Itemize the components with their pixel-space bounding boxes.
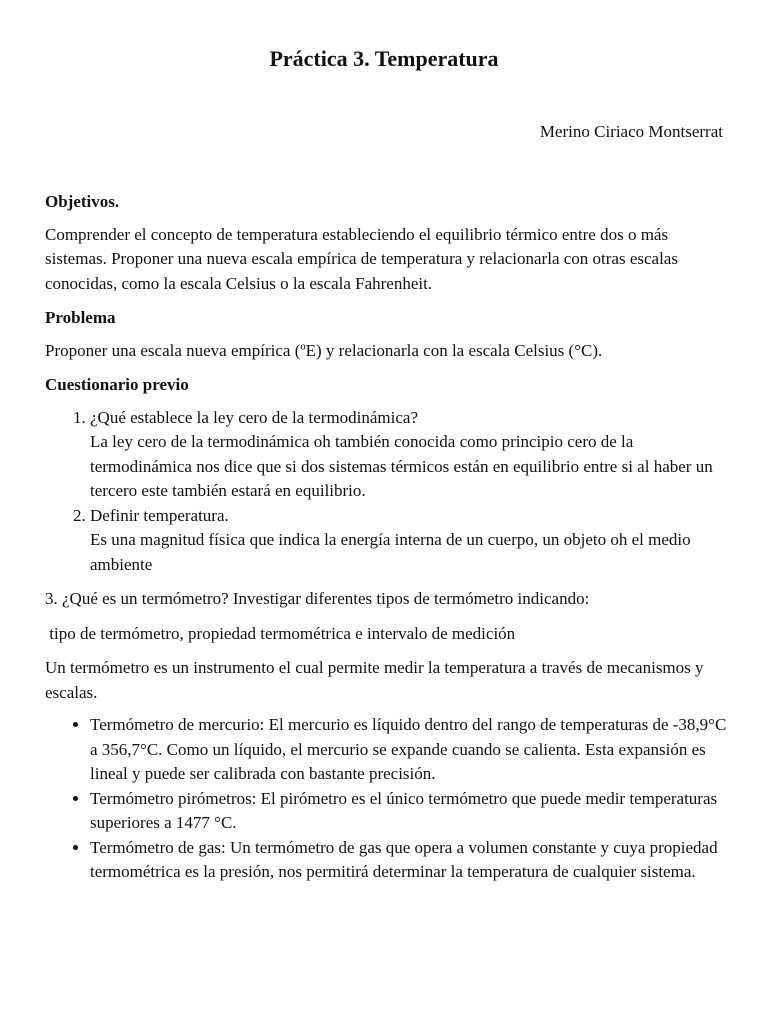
answer-2: Es una magnitud física que indica la energía interna de un cuerpo, un objeto oh el medio ambiente	[90, 530, 691, 574]
problem-text: Proponer una escala nueva empírica (ºE) y relacionarla con la escala Celsius (°C).	[45, 340, 603, 360]
objectives-heading: Objetivos.	[45, 192, 120, 211]
thermometer-types-list	[45, 713, 730, 885]
list-item	[90, 406, 730, 504]
answer-1: La ley cero de la termodinámica oh también conocida como principio cero de la termodinámica nos dice que si dos sistemas térmicos están en equilibrio entre si al haber un tercero este también estará en equilibrio.	[90, 432, 713, 500]
list-item	[90, 504, 730, 578]
page-title: Práctica 3. Temperatura	[269, 46, 499, 71]
question-3-subtitle: tipo de termómetro, propiedad termométrica e intervalo de medición	[45, 623, 516, 643]
author-name: Merino Ciriaco Montserrat	[539, 122, 723, 141]
question-2: 2. Definir temperatura.	[90, 505, 229, 525]
question-3-answer: Un termómetro es un instrumento el cual permite medir la temperatura a través de mecanismos y escalas.	[45, 658, 704, 702]
list-item: • Termómetro de gas: Un termómetro de gas que opera a volumen constante y cuya propiedad termométrica es la presión, nos permitirá determinar la temperatura de cualquier sistema.	[90, 836, 730, 885]
question-3: 3. ¿Qué es un termómetro? Investigar diferentes tipos de termómetro indicando:	[45, 589, 590, 608]
objectives-text: Comprender el concepto de temperatura estableciendo el equilibrio térmico entre dos o más sistemas. Proponer una nueva escala empírica de temperatura y relacionarla con otras escalas conocidas, como la escala Celsius o la escala Fahrenheit.	[45, 224, 678, 293]
questionnaire-heading: Cuestionario previo	[45, 375, 189, 394]
question-1: 1. ¿Qué establece la ley cero de la termodinámica?	[90, 407, 419, 427]
document-body	[45, 190, 730, 885]
list-item: • Termómetro pirómetros: El pirómetro es el único termómetro que puede medir temperaturas superiores a 1477 °C.	[90, 787, 730, 836]
questionnaire-list	[45, 406, 730, 578]
list-item: • Termómetro de mercurio: El mercurio es líquido dentro del rango de temperaturas de -38,9°C a 356,7°C. Como un líquido, el mercurio se expande cuando se calienta. Esta expansión es lineal y puede ser calibrada con bastante precisión.	[90, 713, 730, 787]
problem-heading: Problema	[45, 308, 116, 327]
